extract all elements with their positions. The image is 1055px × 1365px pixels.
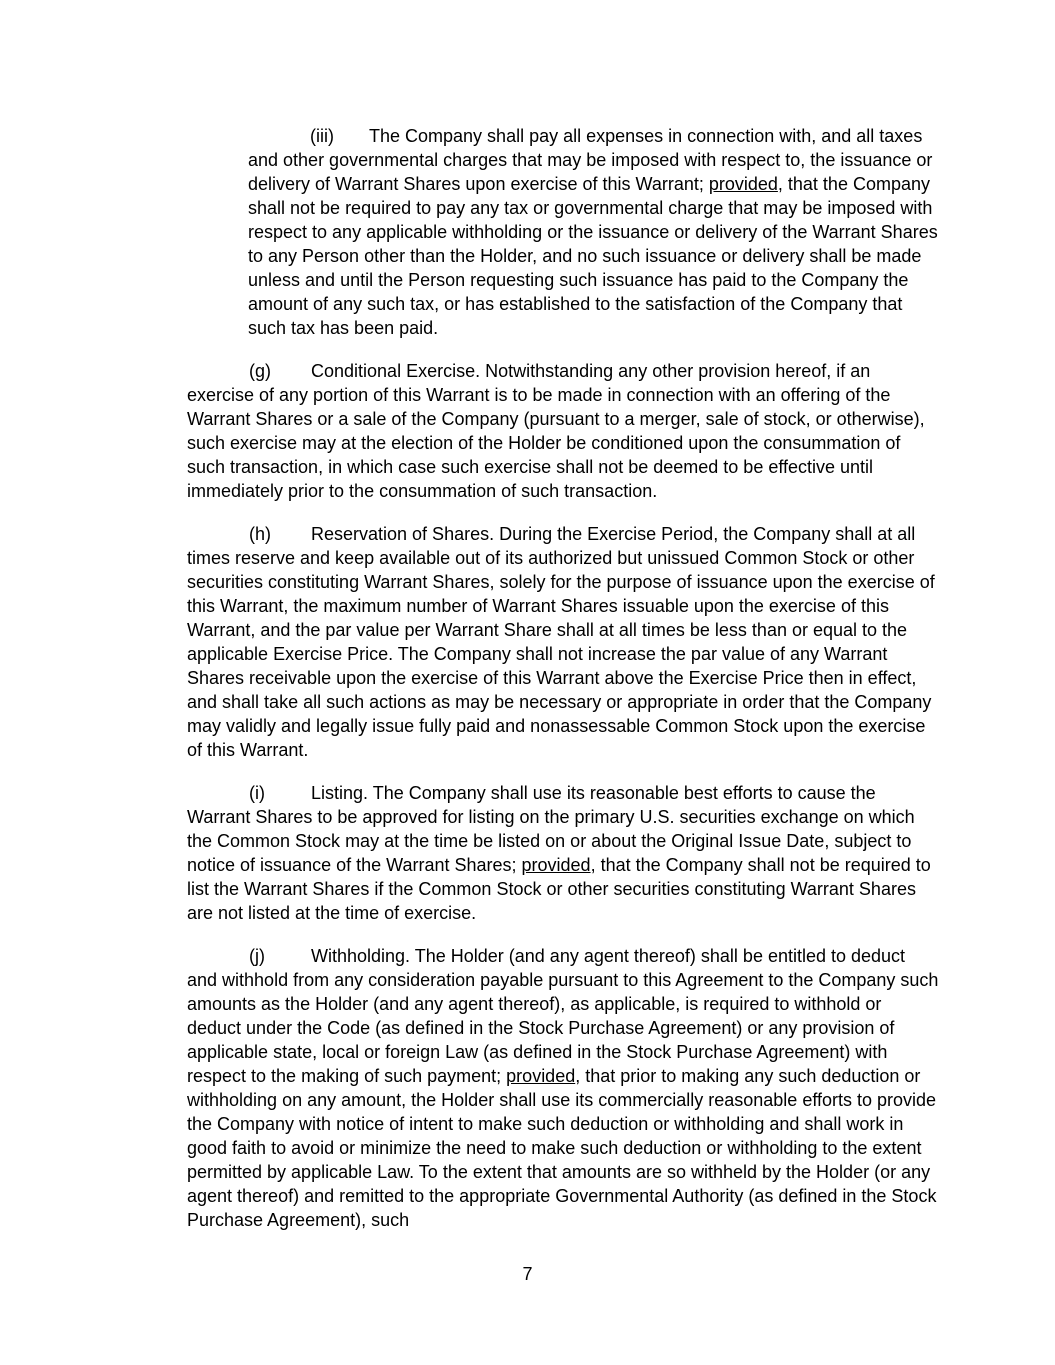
paragraph-j: [187, 944, 939, 1232]
paragraph-text: The Company shall use its reasonable best efforts to cause the Warrant Shares to be approved for listing on the primary U.S. securities exchange on which the Common Stock may at the time be listed on or about the Original Issue Date, subject to notice of issuance of the Warrant Shares;: [187, 783, 915, 875]
paragraph-label: (h): [249, 524, 271, 544]
paragraph-heading: Listing.: [311, 783, 369, 803]
paragraph-label: (g): [249, 361, 271, 381]
underlined-term: provided: [521, 855, 591, 875]
paragraph-text: , that prior to making any such deduction or withholding on any amount, the Holder shall use its commercially reasonable efforts to provide the Company with notice of intent to make such deduction or withholding and shall work in good faith to avoid or minimize the need to make such deduction or withholding to the extent permitted by applicable Law. To the extent that amounts are so withheld by the Holder (or any agent thereof) and remitted to the appropriate Governmental Authority (as defined in the Stock Purchase Agreement), such: [187, 1066, 937, 1230]
paragraph-heading: Reservation of Shares.: [311, 524, 495, 544]
paragraph-iii: [248, 124, 938, 340]
paragraph-i: [187, 781, 939, 925]
paragraph-heading: Withholding.: [311, 946, 411, 966]
paragraph-heading: Conditional Exercise.: [311, 361, 481, 381]
paragraph-text: , that the Company shall not be required to pay any tax or governmental charge that may be imposed with respect to any applicable withholding or the issuance or delivery of the Warrant Shares to any Person other than the Holder, and no such issuance or delivery shall be made unless and until the Person requesting such issuance has paid to the Company the amount of any such tax, or has established to the satisfaction of the Company that such tax has been paid.: [248, 174, 938, 338]
paragraph-text: The Company shall pay all expenses in connection with, and all taxes and other governmental charges that may be imposed with respect to, the issuance or delivery of Warrant Shares upon exercise of this Warrant;: [248, 126, 933, 194]
paragraph-text: During the Exercise Period, the Company shall at all times reserve and keep available out of its authorized but unissued Common Stock or other securities constituting Warrant Shares, solely for the purpose of issuance upon the exercise of this Warrant, the maximum number of Warrant Shares issuable upon the exercise of this Warrant, and the par value per Warrant Share shall at all times be less than or equal to the applicable Exercise Price. The Company shall not increase the par value of any Warrant Shares receivable upon the exercise of this Warrant above the Exercise Price then in effect, and shall take all such actions as may be necessary or appropriate in order that the Company may validly and legally issue fully paid and nonassessable Common Stock upon the exercise of this Warrant.: [187, 524, 935, 760]
paragraph-text: , that the Company shall not be required to list the Warrant Shares if the Common Stock or other securities constituting Warrant Shares are not listed at the time of exercise.: [187, 855, 931, 923]
paragraph-label: (iii): [310, 126, 334, 146]
paragraph-text: The Holder (and any agent thereof) shall be entitled to deduct and withhold from any consideration payable pursuant to this Agreement to the Company such amounts as the Holder (and any agent thereof), as applicable, is required to withhold or deduct under the Code (as defined in the Stock Purchase Agreement) or any provision of applicable state, local or foreign Law (as defined in the Stock Purchase Agreement) with respect to the making of such payment;: [187, 946, 939, 1086]
paragraph-text: Notwithstanding any other provision hereof, if an exercise of any portion of this Warrant is to be made in connection with an offering of the Warrant Shares or a sale of the Company (pursuant to a merger, sale of stock, or otherwise), such exercise may at the election of the Holder be conditioned upon the consummation of such transaction, in which case such exercise shall not be deemed to be effective until immediately prior to the consummation of such transaction.: [187, 361, 925, 501]
page-number: 7: [522, 1264, 533, 1284]
paragraph-label: (i): [249, 783, 265, 803]
underlined-term: provided: [506, 1066, 576, 1086]
paragraph-label: (j): [249, 946, 265, 966]
underlined-term: provided: [708, 174, 778, 194]
paragraph-h: [187, 522, 939, 762]
paragraph-g: [187, 359, 939, 503]
